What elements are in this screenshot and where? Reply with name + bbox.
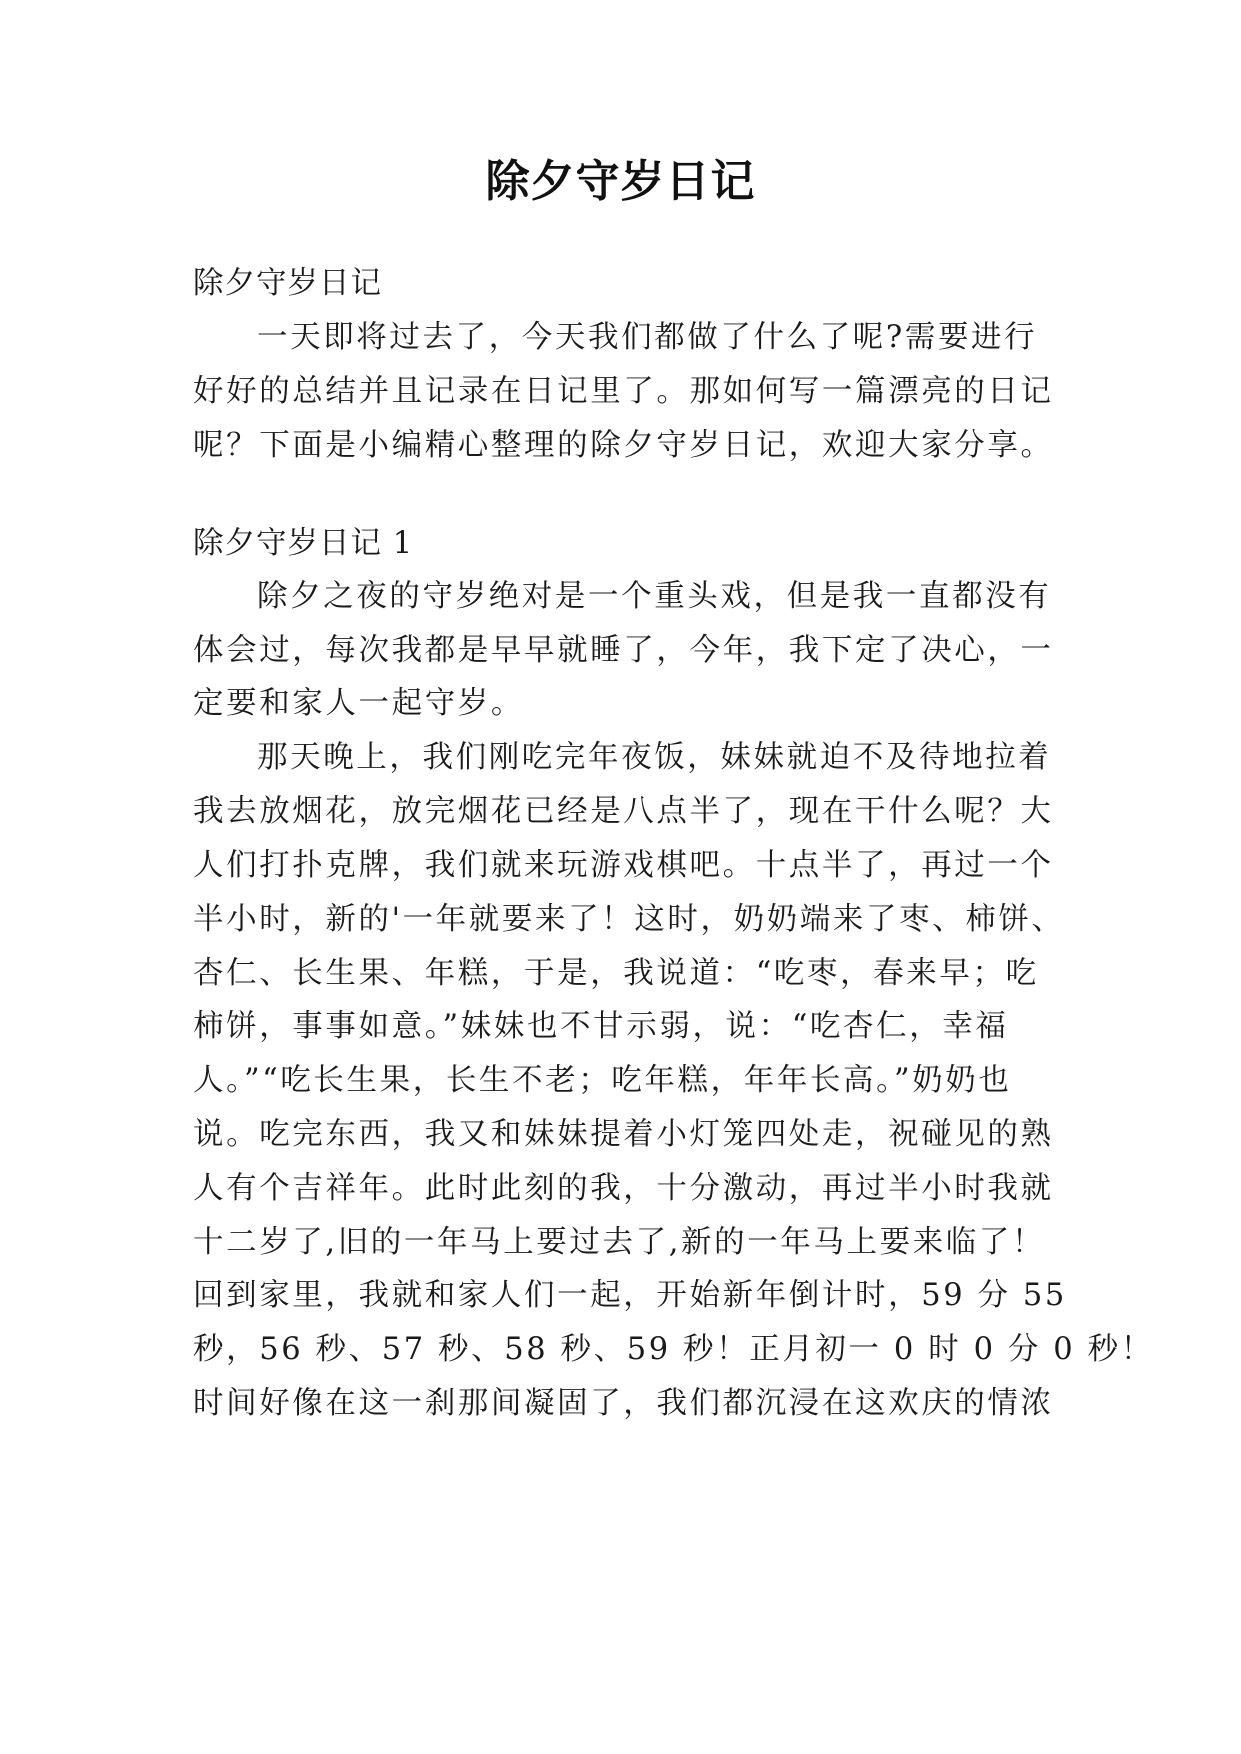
paragraph-1-line-2: 体会过，每次我都是早早就睡了，今年，我下定了决心，一 bbox=[193, 633, 1054, 668]
paragraph-2-line-8: 说。吃完东西，我又和妹妹提着小灯笼四处走，祝碰见的熟 bbox=[193, 1117, 1054, 1152]
paragraph-2-line-13: 时间好像在这一刹那间凝固了，我们都沉浸在这欢庆的情浓 bbox=[193, 1386, 1054, 1421]
paragraph-2-line-10: 十二岁了,旧的一年马上要过去了,新的一年马上要来临了！ bbox=[193, 1225, 1046, 1260]
document-title: 除夕守岁日记 bbox=[485, 156, 756, 207]
intro-line-1: 一天即将过去了，今天我们都做了什么了呢?需要进行 bbox=[257, 320, 1038, 355]
paragraph-2-line-11: 回到家里，我就和家人们一起，开始新年倒计时，59 分 55 bbox=[193, 1278, 1067, 1313]
intro-line-2: 好好的总结并且记录在日记里了。那如何写一篇漂亮的日记 bbox=[193, 374, 1054, 409]
intro-subtitle: 除夕守岁日记 bbox=[193, 266, 382, 301]
paragraph-2-line-2: 我去放烟花，放完烟花已经是八点半了，现在干什么呢？大 bbox=[193, 794, 1054, 829]
paragraph-2-line-3: 人们打扑克牌，我们就来玩游戏棋吧。十点半了，再过一个 bbox=[193, 848, 1054, 883]
paragraph-2-line-5: 杏仁、长生果、年糕，于是，我说道：“吃枣，春来早；吃 bbox=[193, 956, 1039, 991]
paragraph-2-line-7: 人。”“吃长生果，长生不老；吃年糕，年年长高。”奶奶也 bbox=[193, 1063, 1012, 1098]
paragraph-1-line-1: 除夕之夜的守岁绝对是一个重头戏，但是我一直都没有 bbox=[257, 579, 1052, 614]
intro-line-3: 呢？下面是小编精心整理的除夕守岁日记，欢迎大家分享。 bbox=[193, 428, 1054, 463]
paragraph-2-line-9: 人有个吉祥年。此时此刻的我，十分激动，再过半小时我就 bbox=[193, 1171, 1054, 1206]
section-heading: 除夕守岁日记 1 bbox=[193, 526, 414, 561]
paragraph-2-line-12: 秒，56 秒、57 秒、58 秒、59 秒！正月初一 0 时 0 分 0 秒！ bbox=[193, 1332, 1154, 1367]
paragraph-2-line-1: 那天晚上，我们刚吃完年夜饭，妹妹就迫不及待地拉着 bbox=[257, 740, 1052, 775]
paragraph-1-line-3: 定要和家人一起守岁。 bbox=[193, 686, 524, 721]
paragraph-2-line-4: 半小时，新的'一年就要来了！这时，奶奶端来了枣、柿饼、 bbox=[193, 902, 1065, 937]
paragraph-2-line-6: 柿饼，事事如意。”妹妹也不甘示弱，说：“吃杏仁，幸福 bbox=[193, 1009, 1009, 1044]
